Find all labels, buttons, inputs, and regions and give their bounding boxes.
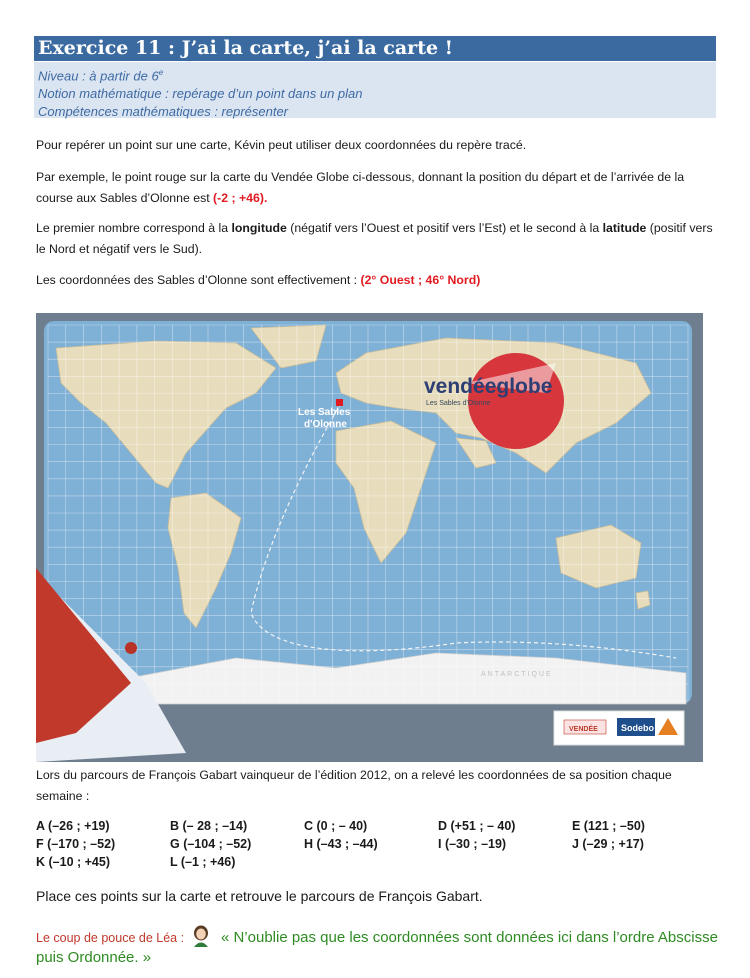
coord-item: D (+51 ; – 40) (438, 819, 516, 833)
coord-item: I (–30 ; –19) (438, 837, 507, 851)
coordinates-list (36, 817, 716, 871)
intro-paragraph-1: Pour repérer un point sur une carte, Kévin peut utiliser deux coordonnées du repère tracé. (36, 138, 527, 152)
intro-paragraph-3: Le premier nombre correspond à la longitude (négatif vers l’Ouest et positif vers l’Est) et le second à la latitude (positif vers le Nord et négatif vers le Sud). (36, 221, 713, 256)
coord-item: K (–10 ; +45) (36, 855, 110, 869)
instruction-text: Place ces points sur la carte et retrouve le parcours de François Gabart. (36, 888, 483, 904)
coord-item: G (–104 ; –52) (170, 837, 252, 851)
coord-item: C (0 ; – 40) (304, 819, 368, 833)
coord-item: H (–43 ; –44) (304, 837, 378, 851)
world-map-svg (36, 313, 703, 762)
hint-label: Le coup de pouce de Léa : (36, 931, 185, 945)
vendee-globe-map (36, 313, 703, 762)
city-label-line-1: Les Sables (298, 407, 351, 418)
notion-line: Notion mathématique : repérage d’un point dans un plan (38, 86, 363, 102)
hint-text: « N’oublie pas que les coordonnées sont données ici dans l’ordre Abscisse puis Ordonnée. » (36, 929, 718, 966)
coord-item: F (–170 ; –52) (36, 837, 116, 851)
hint-block (36, 925, 726, 968)
coord-item: A (–26 ; +19) (36, 819, 110, 833)
after-map-paragraph: Lors du parcours de François Gabart vainqueur de l’édition 2012, on a relevé les coordonnées de sa position chaque semaine : (36, 768, 672, 803)
exercise-title: Exercice 11 : J’ai la carte, j’ai la carte ! (34, 36, 716, 61)
sailor-icon (125, 642, 137, 654)
logo-subtitle: Les Sables d'Olonne (426, 400, 491, 407)
city-label-line-2: d'Olonne (304, 419, 347, 430)
coord-item: E (121 ; –50) (572, 819, 645, 833)
coord-item: B (– 28 ; –14) (170, 819, 248, 833)
level-line: Niveau : à partir de 6e (38, 68, 164, 84)
coordinates-row (36, 853, 716, 871)
vendee-globe-logo: vendéeglobe (424, 375, 553, 398)
sponsor-vendee: VENDÉE (569, 726, 598, 733)
coord-item: J (–29 ; +17) (572, 837, 644, 851)
antarctique-label: ANTARCTIQUE (481, 671, 553, 678)
competences-line: Compétences mathématiques : représenter (38, 104, 289, 120)
lea-avatar-icon (191, 925, 211, 947)
intro-paragraph-2: Par exemple, le point rouge sur la carte du Vendée Globe ci-dessous, donnant la position du départ et de l’arrivée de la course aux Sables d’Olonne est (-2 ; +46). (36, 170, 685, 205)
coordinates-row (36, 835, 716, 853)
intro-paragraph-4: Les coordonnées des Sables d’Olonne sont effectivement : (2° Ouest ; 46° Nord) (36, 273, 481, 287)
exercise-info-box (34, 62, 716, 118)
sponsor-sodebo: Sodebo (621, 723, 654, 733)
coordinates-row (36, 817, 716, 835)
coord-item: L (–1 ; +46) (170, 855, 236, 869)
start-point-marker (336, 399, 343, 406)
